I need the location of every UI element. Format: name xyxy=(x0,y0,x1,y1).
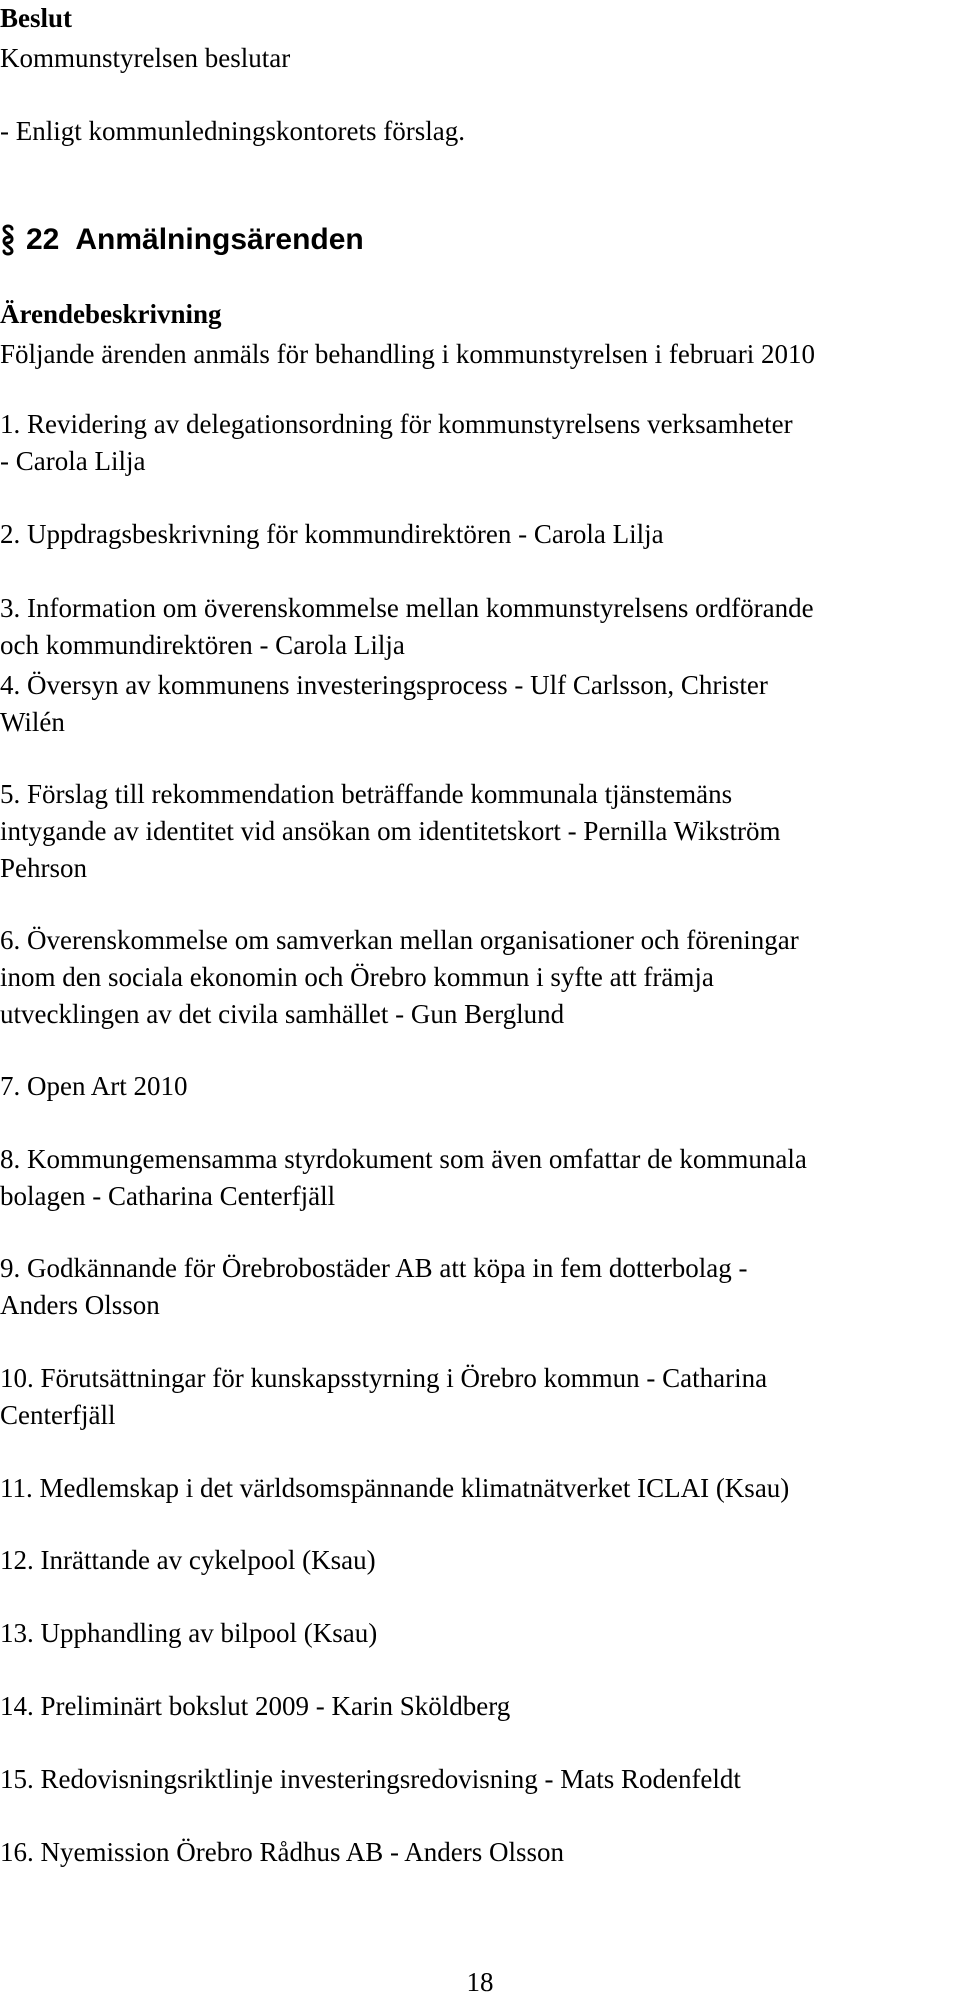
list-item-line: 7. Open Art 2010 xyxy=(0,1071,188,1101)
list-item-line: inom den sociala ekonomin och Örebro kommun i syfte att främja xyxy=(0,962,714,992)
list-item-line: 6. Överenskommelse om samverkan mellan organisationer och föreningar xyxy=(0,925,799,955)
section-heading xyxy=(0,220,960,260)
list-item-line: 9. Godkännande för Örebrobostäder AB att köpa in fem dotterbolag - xyxy=(0,1253,748,1283)
list-item xyxy=(0,1688,960,1725)
list-item xyxy=(0,1761,960,1798)
list-item xyxy=(0,1141,960,1215)
list-item-line: 12. Inrättande av cykelpool (Ksau) xyxy=(0,1545,376,1575)
list-item-line: bolagen - Catharina Centerfjäll xyxy=(0,1181,336,1211)
list-item-line: 10. Förutsättningar för kunskapsstyrning i Örebro kommun - Catharina xyxy=(0,1363,768,1393)
list-item-line: - Carola Lilja xyxy=(0,446,146,476)
section-title: Anmälningsärenden xyxy=(75,223,364,256)
list-item xyxy=(0,1250,960,1324)
list-item xyxy=(0,1360,960,1434)
arendebeskrivning-intro: Följande ärenden anmäls för behandling i kommunstyrelsen i februari 2010 xyxy=(0,339,816,369)
list-item-line: 3. Information om överenskommelse mellan kommunstyrelsens ordförande xyxy=(0,593,814,623)
list-item xyxy=(0,1834,960,1871)
list-item-line: 13. Upphandling av bilpool (Ksau) xyxy=(0,1618,378,1648)
list-item-line: 2. Uppdragsbeskrivning för kommundirektören - Carola Lilja xyxy=(0,519,664,549)
list-item xyxy=(0,516,960,553)
list-item xyxy=(0,922,960,1033)
page-number: 18 xyxy=(466,1967,494,1997)
list-item xyxy=(0,1470,960,1507)
list-item-line: 5. Förslag till rekommendation beträffande kommunala tjänstemäns xyxy=(0,779,733,809)
list-item-line: Anders Olsson xyxy=(0,1290,160,1320)
list-item xyxy=(0,406,960,480)
beslut-heading: Beslut xyxy=(0,3,73,33)
list-item-line: Wilén xyxy=(0,707,65,737)
section-sign-icon xyxy=(0,222,16,258)
list-item xyxy=(0,1542,960,1579)
list-item-line: utvecklingen av det civila samhället - Gun Berglund xyxy=(0,999,565,1029)
list-item xyxy=(0,590,960,664)
list-item xyxy=(0,1615,960,1652)
list-item-line: och kommundirektören - Carola Lilja xyxy=(0,630,405,660)
list-item-line: 14. Preliminärt bokslut 2009 - Karin Sköldberg xyxy=(0,1691,511,1721)
list-item-line: intygande av identitet vid ansökan om identitetskort - Pernilla Wikström xyxy=(0,816,781,846)
list-item-line: Centerfjäll xyxy=(0,1400,116,1430)
list-item-line: 11. Medlemskap i det världsomspännande klimatnätverket ICLAI (Ksau) xyxy=(0,1473,790,1503)
list-item-line: Pehrson xyxy=(0,853,87,883)
list-item-line: 15. Redovisningsriktlinje investeringsredovisning - Mats Rodenfeldt xyxy=(0,1764,741,1794)
arendebeskrivning-heading: Ärendebeskrivning xyxy=(0,299,222,329)
list-item xyxy=(0,667,960,741)
section-number: 22 xyxy=(26,223,60,256)
beslut-line-1: Kommunstyrelsen beslutar xyxy=(0,43,291,73)
beslut-line-2: - Enligt kommunledningskontorets förslag. xyxy=(0,116,465,146)
list-item-line: 16. Nyemission Örebro Rådhus AB - Anders Olsson xyxy=(0,1837,564,1867)
list-item xyxy=(0,776,960,887)
list-item xyxy=(0,1068,960,1105)
list-item-line: 4. Översyn av kommunens investeringsprocess - Ulf Carlsson, Christer xyxy=(0,670,768,700)
list-item-line: 1. Revidering av delegationsordning för kommunstyrelsens verksamheter xyxy=(0,409,793,439)
list-item-line: 8. Kommungemensamma styrdokument som även omfattar de kommunala xyxy=(0,1144,807,1174)
